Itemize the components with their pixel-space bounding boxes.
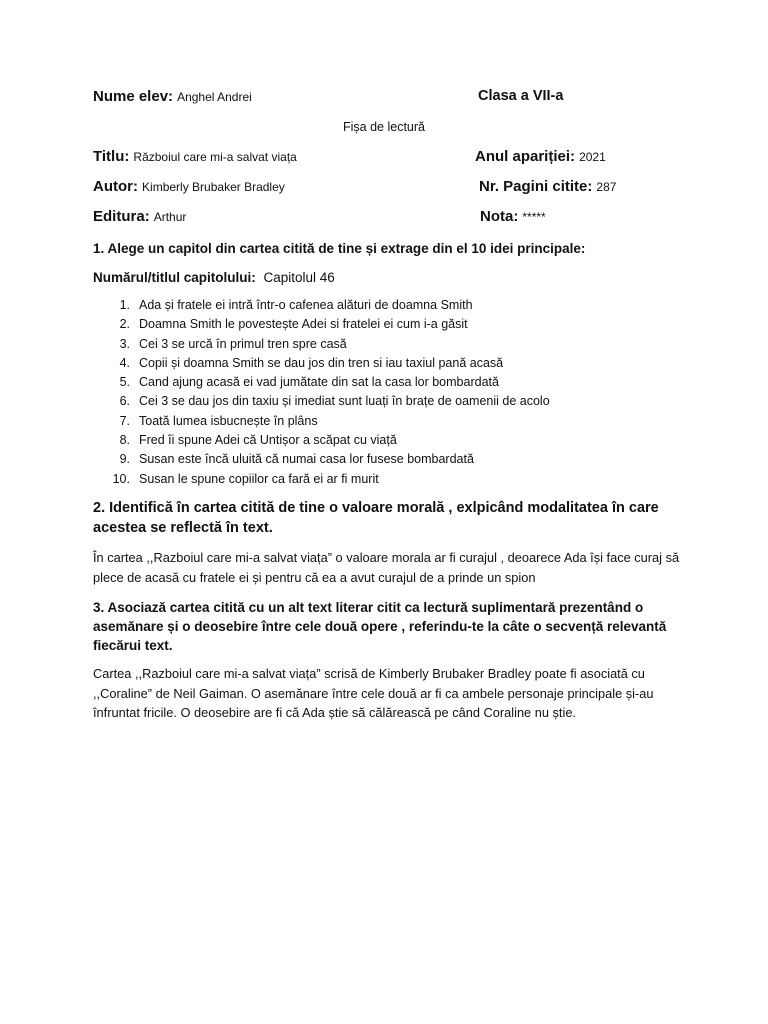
list-item-number: 2.	[119, 317, 130, 332]
list-item-text: Ada și fratele ei intră într-o cafenea alături de doamna Smith	[139, 298, 473, 312]
pages-field: Nr. Pagini citite: 287	[479, 178, 617, 195]
list-item	[93, 392, 550, 411]
title-label: Titlu	[93, 148, 125, 165]
list-item	[93, 315, 550, 334]
year-value: 2021	[579, 150, 606, 164]
list-item-number: 7.	[119, 413, 130, 428]
list-item-number: 9.	[119, 452, 130, 467]
list-item-number: 6.	[119, 394, 130, 409]
chapter-label: Numărul/titlul capitolului:	[93, 270, 256, 285]
list-item	[93, 450, 550, 469]
year-field: Anul apariției: 2021	[475, 148, 606, 165]
list-item-text: Cei 3 se dau jos din taxiu și imediat sunt luați în brațe de oamenii de acolo	[139, 394, 550, 409]
list-item-text: Copii și doamna Smith se dau jos din tren si iau taxiul pană acasă	[139, 355, 504, 370]
list-item-number: 3.	[119, 336, 130, 351]
question-2-text: Identifică în cartea citită de tine o valoare morală , exlpicând modalitatea în care acestea se reflectă în text.	[93, 500, 659, 536]
answer-2: În cartea ,,Razboiul care mi-a salvat viața” o valoare morala ar fi curajul , deoarece Ada își face curaj să plece de acasă cu fratele ei și pentru că ea a avut curajul de a prinde un spion	[93, 550, 680, 585]
ideas-list	[93, 296, 550, 489]
question-2	[93, 498, 673, 538]
question-1-number: 1.	[93, 241, 105, 256]
list-item-number: 1.	[119, 298, 130, 312]
chapter-field	[93, 268, 673, 287]
pages-value: 287	[596, 180, 617, 194]
question-1-text: Alege un capitol din cartea citită de tine și extrage din el 10 idei principale:	[107, 241, 586, 256]
list-item	[93, 412, 550, 431]
title-value: Războiul care mi-a salvat viața	[133, 150, 297, 164]
author-label: Autor	[93, 178, 133, 195]
list-item-number: 5.	[119, 375, 130, 390]
list-item	[93, 335, 550, 354]
list-item-text: Cei 3 se urcă în primul tren spre casă	[139, 336, 347, 351]
grade-value: *****	[522, 210, 546, 224]
list-item-number: 4.	[119, 355, 130, 370]
sheet-title: Fișa de lectură	[343, 120, 425, 134]
question-3: 3. Asociază cartea citită cu un alt text literar citit ca lectură suplimentară prezentând o asemănare și o deosebire între cele două opere , referindu-te la câte o secvență relevantă fiecărui text.	[93, 600, 667, 653]
question-2-number: 2.	[93, 500, 106, 516]
student-name-field: Nume elev: Anghel Andrei	[93, 88, 252, 105]
author-field: Autor: Kimberly Brubaker Bradley	[93, 178, 285, 195]
student-name-value: Anghel Andrei	[177, 90, 252, 104]
year-label: Anul apariției	[475, 148, 571, 165]
publisher-value: Arthur	[153, 210, 187, 224]
grade-field: Nota: *****	[480, 208, 546, 225]
list-item-number: 8.	[119, 433, 130, 448]
author-value: Kimberly Brubaker Bradley	[142, 180, 285, 194]
list-item	[93, 354, 550, 373]
list-item-text: Susan este încă uluită că numai casa lor fusese bombardată	[139, 452, 474, 467]
list-item-text: Fred îi spune Adei că Untișor a scăpat cu viață	[139, 433, 397, 448]
pages-label: Nr. Pagini citite	[479, 178, 588, 195]
publisher-label: Editura	[93, 208, 145, 225]
list-item-number: 10.	[112, 471, 130, 486]
list-item-text: Toată lumea isbucnește în plâns	[139, 413, 318, 428]
list-item-text: Cand ajung acasă ei vad jumătate din sat la casa lor bombardată	[139, 375, 499, 390]
list-item	[93, 296, 550, 315]
list-item	[93, 431, 550, 450]
publisher-field: Editura: Arthur	[93, 208, 187, 225]
answer-3: Cartea ,,Razboiul care mi-a salvat viața” scrisă de Kimberly Brubaker Bradley poate fi asociată cu ,,Coraline” de Neil Gaiman. O asemănare între cele două ar fi ca ambele personaje principale și-au înfruntat fricile. O deosebire are fi că Ada știe să călărească pe când Coraline nu știe.	[93, 666, 654, 720]
list-item-text: Susan le spune copiilor ca fară ei ar fi murit	[139, 471, 379, 486]
list-item-text: Doamna Smith le povestește Adei si fratelei ei cum i-a găsit	[139, 317, 468, 332]
list-item	[93, 470, 550, 489]
chapter-value: Capitolul 46	[263, 270, 335, 285]
grade-label: Nota	[480, 208, 514, 225]
title-field: Titlu: Războiul care mi-a salvat viața	[93, 148, 297, 165]
question-1	[93, 239, 673, 258]
list-item	[93, 373, 550, 392]
student-name-label: Nume elev	[93, 88, 169, 105]
class-label: Clasa a VII-a	[478, 88, 564, 104]
